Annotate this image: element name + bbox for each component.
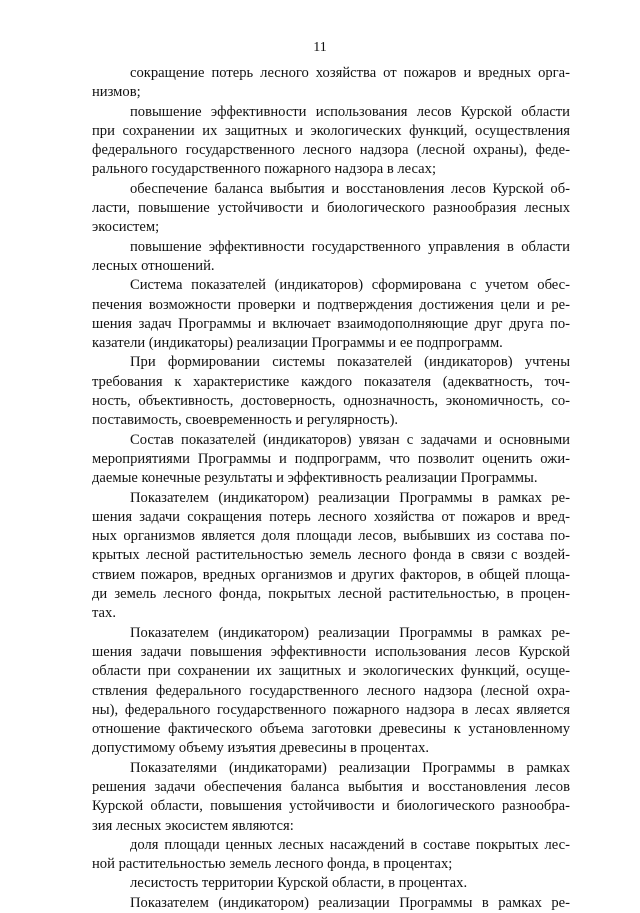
text-line: Показателем (индикатором) реализации Программы в рамках ре- [130,894,570,911]
text-line: мероприятиями Программы и подпрограмм, что позволит оценить ожи- [92,450,570,467]
text-line: рального государственного пожарного надзора в лесах; [92,161,436,178]
text-line: ны), федерального государственного пожарного надзора в лесах является [92,701,570,718]
text-line: ствления федерального государственного лесного надзора (лесной охра- [92,682,570,699]
text-line: лесистость территории Курской области, в процентах. [130,875,468,892]
text-line: поставимость, своевременность и регулярность). [92,412,399,429]
text-line: требования к характеристике каждого показателя (адекватность, точ- [92,373,570,390]
page-number: 11 [313,40,327,55]
text-line: доля площади ценных лесных насаждений в составе покрытых лес- [130,836,570,853]
text-line: казатели (индикаторы) реализации Программы и ее подпрограмм. [92,335,503,352]
text-line: шения задачи сокращения потерь лесного хозяйства от пожаров и вред- [92,508,570,525]
text-line: решения задачи обеспечения баланса выбытия и восстановления лесов [92,778,570,795]
text-line: низмов; [92,84,141,101]
text-line: даемые конечные результаты и эффективность реализации Программы. [92,470,538,487]
text-line: шения задачи повышения эффективности использования лесов Курской [92,643,570,660]
text-line: федерального государственного лесного надзора (лесной охраны), феде- [92,142,570,159]
text-line: экосистем; [92,219,160,236]
text-line: повышение эффективности государственного управления в области [130,238,570,255]
text-line: Состав показателей (индикаторов) увязан с задачами и основными [130,431,570,448]
text-line: обеспечение баланса выбытия и восстановления лесов Курской об- [130,180,570,197]
text-line: повышение эффективности использования лесов Курской области [130,103,570,120]
text-line: при сохранении их защитных и экологических функций, осуществления [92,122,570,139]
text-line: области при сохранении их защитных и экологических функций, осуще- [92,663,570,680]
text-line: ных организмов является доля площади лесов, выбывших из состава по- [92,528,570,545]
text-line: Показателями (индикаторами) реализации Программы в рамках [130,759,570,776]
text-line: ди земель лесного фонда, покрытых лесной растительностью, в процен- [92,586,570,603]
text-line: зия лесных экосистем являются: [92,817,294,834]
text-line: ласти, повышение устойчивости и биологического разнообразия лесных [92,200,570,217]
text-line: Показателем (индикатором) реализации Программы в рамках ре- [130,624,570,641]
text-line: отношение фактического объема заготовки древесины к установленному [92,721,570,738]
text-line: Показателем (индикатором) реализации Программы в рамках ре- [130,489,570,506]
text-line: ной растительностью земель лесного фонда, в процентах; [92,856,453,873]
text-line: При формировании системы показателей (индикаторов) учтены [130,354,570,371]
text-line: Система показателей (индикаторов) сформирована с учетом обес- [130,277,570,294]
text-line: сокращение потерь лесного хозяйства от пожаров и вредных орга- [130,65,570,81]
text-line: ность, объективность, достоверность, однозначность, экономичность, со- [92,393,570,410]
text-line: шения задач Программы и включает взаимодополняющие друг друга по- [92,315,570,332]
text-line: ствием пожаров, вредных организмов и других факторов, в общей площа- [92,566,570,583]
text-line: печения возможности проверки и подтверждения достижения цели и ре- [92,296,570,313]
text-line: Курской области, повышения устойчивости и биологического разнообра- [92,798,570,815]
text-line: крытых лесной растительностью земель лесного фонда в связи с воздей- [92,547,570,564]
text-line: допустимому объему изъятия древесины в процентах. [92,740,430,757]
body-text [92,64,570,913]
text-line: лесных отношений. [92,257,215,274]
text-line: тах. [92,605,116,622]
